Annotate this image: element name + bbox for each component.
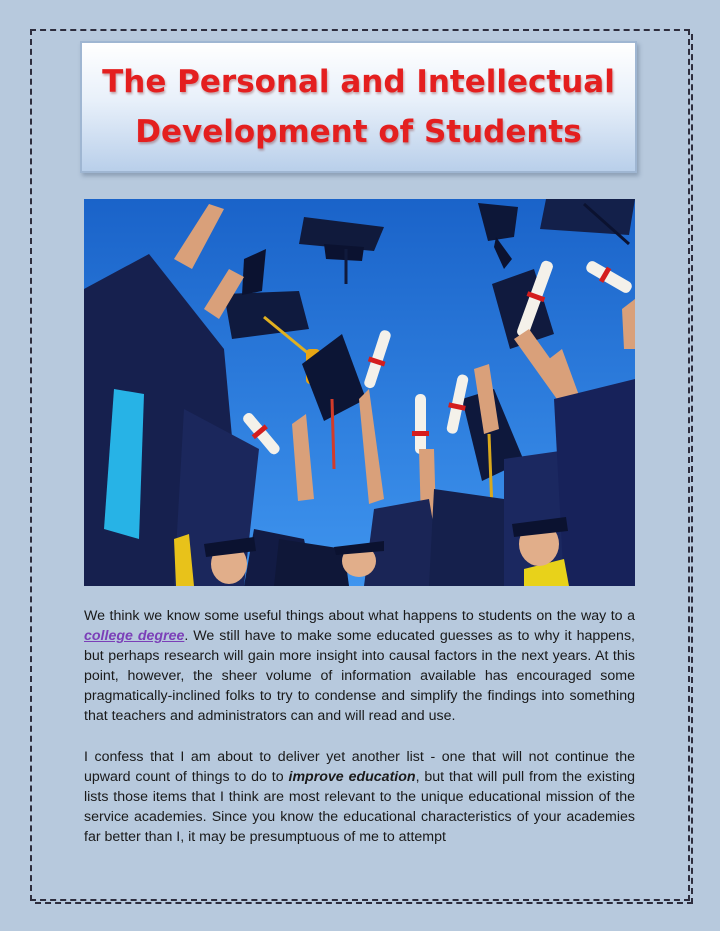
page-title <box>102 57 615 157</box>
graduates-throwing-caps-photo <box>84 199 635 586</box>
paragraph-2 <box>84 747 635 847</box>
paragraph-2-text-a: I confess that I am about to deliver yet another list - one that will not continue the upward count of things to do to <box>84 748 635 785</box>
college-degree-link[interactable]: college degree <box>84 628 185 645</box>
paragraph-1 <box>84 606 635 727</box>
photo-illustration <box>84 199 635 586</box>
paragraph-2-text-b: , but that will pull from the existing lists those items that I think are most relevant to the unique educational mission of the service academies. Since you know the educational characteristics of your academies far better than I, it may be presumptuous of me to attempt <box>84 768 636 845</box>
paragraph-1-text-a: We think we know some useful things about what happens to students on the way to a <box>84 608 635 624</box>
title-banner <box>80 41 637 173</box>
paragraph-1-text-b: . We still have to make some educated guesses as to why it happens, but perhaps research will gain more insight into causal factors in the next years. At this point, however, the sheer volume of information available has encouraged some pragmatically-inclined folks to try to condense and simplify the findings into something that teachers and administrators can and will read and use. <box>84 628 635 725</box>
title-line-2: Development of Students <box>135 114 582 150</box>
title-line-1: The Personal and Intellectual <box>102 64 615 100</box>
article-body <box>84 606 635 867</box>
improve-education-emphasis: improve education <box>288 768 416 785</box>
